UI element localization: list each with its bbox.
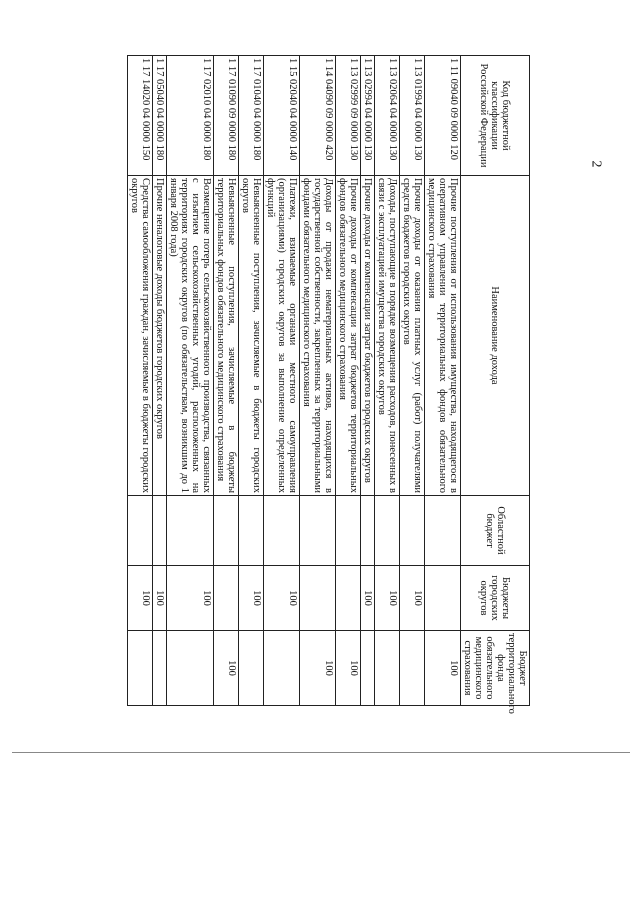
- cell-tfoms: 100: [336, 631, 361, 706]
- cell-tfoms: [264, 631, 300, 706]
- table-row: [214, 56, 239, 706]
- cell-name: Невыясненные поступления, зачисляемые в бюджеты городских округов: [239, 176, 264, 496]
- header-oblast: Областной бюджет: [461, 496, 530, 566]
- cell-code: 1 13 01994 04 0000 130: [400, 56, 425, 176]
- cell-tfoms: [153, 631, 167, 706]
- cell-oblast: [361, 496, 375, 566]
- header-code: Код бюджетной классификации Российской Федерации: [461, 56, 530, 176]
- cell-oblast: [239, 496, 264, 566]
- cell-oblast: [400, 496, 425, 566]
- cell-code: 1 14 04090 09 0000 420: [300, 56, 336, 176]
- cell-name: Платежи, взимаемые органами местного самоуправления (организациями) городских округов за выполнение определенных функций: [264, 176, 300, 496]
- table-row: [153, 56, 167, 706]
- cell-code: 1 13 02999 09 0000 130: [336, 56, 361, 176]
- page-number: 2: [588, 160, 604, 168]
- cell-code: 1 17 05040 04 0000 180: [153, 56, 167, 176]
- cell-code: 1 17 01040 04 0000 180: [239, 56, 264, 176]
- header-city: Бюджеты городских округов: [461, 566, 530, 631]
- cell-tfoms: 100: [300, 631, 336, 706]
- cell-name: Прочие доходы от оказания платных услуг (работ) получателями средств бюджетов городских округов: [400, 176, 425, 496]
- cell-oblast: [128, 496, 153, 566]
- cell-name: Невыясненные поступления, зачисляемые в бюджеты территориальных фондов обязательного медицинского страхования: [214, 176, 239, 496]
- cell-city: [300, 566, 336, 631]
- table-header-row: [461, 56, 530, 706]
- cell-tfoms: [375, 631, 400, 706]
- cell-name: Прочие неналоговые доходы бюджетов городских округов: [153, 176, 167, 496]
- cell-name: Средства самообложения граждан, зачисляемые в бюджеты городских округов: [128, 176, 153, 496]
- cell-oblast: [300, 496, 336, 566]
- cell-code: 1 11 09040 09 0000 120: [425, 56, 461, 176]
- cell-tfoms: 100: [425, 631, 461, 706]
- cell-tfoms: [167, 631, 214, 706]
- table-row: [239, 56, 264, 706]
- cell-city: 100: [167, 566, 214, 631]
- cell-name: Доходы, поступающие в порядке возмещения расходов, понесенных в связи с эксплуатацией имущества городских округов: [375, 176, 400, 496]
- cell-oblast: [375, 496, 400, 566]
- cell-city: [336, 566, 361, 631]
- cell-tfoms: [400, 631, 425, 706]
- cell-code: 1 13 02994 04 0000 130: [361, 56, 375, 176]
- cell-city: 100: [239, 566, 264, 631]
- cell-city: 100: [264, 566, 300, 631]
- cell-code: 1 17 01090 09 0000 180: [214, 56, 239, 176]
- cell-city: [214, 566, 239, 631]
- cell-oblast: [425, 496, 461, 566]
- cell-name: Прочие доходы от компенсации затрат бюджетов городских округов: [361, 176, 375, 496]
- cell-city: 100: [128, 566, 153, 631]
- cell-tfoms: [361, 631, 375, 706]
- cell-tfoms: 100: [214, 631, 239, 706]
- table-row: [400, 56, 425, 706]
- table-row: [425, 56, 461, 706]
- cell-code: 1 17 02010 04 0000 180: [167, 56, 214, 176]
- cell-oblast: [214, 496, 239, 566]
- table-row: [128, 56, 153, 706]
- table-row: [264, 56, 300, 706]
- cell-name: Прочие поступления от использования имущества, находящегося в оперативном управлении территориальных фондов обязательного медицинского страхования: [425, 176, 461, 496]
- header-name: Наименование дохода: [461, 176, 530, 496]
- footer-divider: [12, 752, 630, 753]
- cell-city: 100: [153, 566, 167, 631]
- cell-tfoms: [239, 631, 264, 706]
- table-row: [361, 56, 375, 706]
- cell-tfoms: [128, 631, 153, 706]
- cell-city: 100: [400, 566, 425, 631]
- cell-name: Прочие доходы от компенсации затрат бюджетов территориальных фондов обязательного медицинского страхования: [336, 176, 361, 496]
- cell-city: 100: [375, 566, 400, 631]
- cell-code: 1 17 14020 04 0000 150: [128, 56, 153, 176]
- cell-oblast: [264, 496, 300, 566]
- cell-city: [425, 566, 461, 631]
- table-row: [375, 56, 400, 706]
- cell-oblast: [336, 496, 361, 566]
- table-row: [167, 56, 214, 706]
- income-classification-table: [127, 55, 530, 714]
- cell-oblast: [167, 496, 214, 566]
- cell-name: Доходы от продажи нематериальных активов, находящихся в государственной собственности, закрепленных за территориальными фондами обязательного медицинского страхования: [300, 176, 336, 496]
- table-row: [336, 56, 361, 706]
- cell-code: 1 15 02040 04 0000 140: [264, 56, 300, 176]
- cell-city: 100: [361, 566, 375, 631]
- cell-code: 1 13 02064 04 0000 130: [375, 56, 400, 176]
- header-tfoms: Бюджет территориального фонда обязательного медицинского страхования: [461, 631, 530, 706]
- table-row: [300, 56, 336, 706]
- cell-name: Возмещение потерь сельскохозяйственного производства, связанных с изъятием сельскохозяйственных угодий, расположенных на территориях городских округов (по обязательствам, возникшим до 1 января 2008 года): [167, 176, 214, 496]
- cell-oblast: [153, 496, 167, 566]
- rotated-table-wrapper: [110, 55, 530, 714]
